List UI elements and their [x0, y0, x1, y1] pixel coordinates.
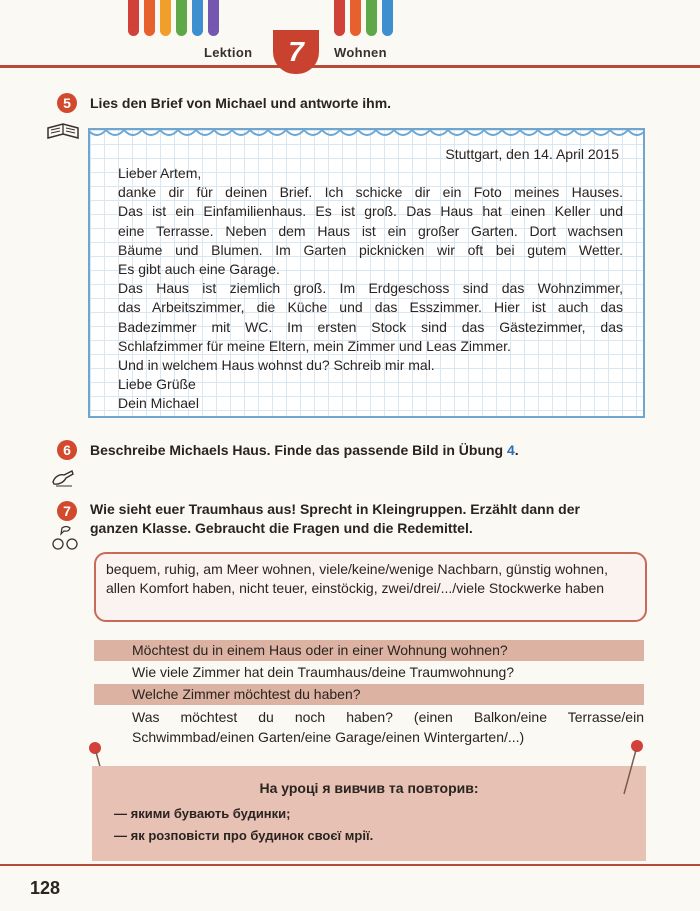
exercise-5-instruction: Lies den Brief von Michael und antworte ihm.: [90, 95, 392, 111]
writing-hand-icon: [50, 466, 76, 488]
right-pin-icon: [618, 738, 646, 798]
lektion-label: Lektion: [204, 45, 253, 60]
header-stripe: [144, 0, 155, 36]
letter-date: Stuttgart, den 14. April 2015: [445, 146, 619, 162]
question-row: Möchtest du in einem Haus oder in einer Wohnung wohnen?: [94, 640, 644, 661]
header-rule: [0, 65, 700, 68]
letter-line: Liebe Grüße: [118, 376, 196, 393]
exercise-7-phrases-box: bequem, ruhig, am Meer wohnen, viele/keine/wenige Nachbarn, günstig wohnen, allen Komfort haben, nicht teuer, einstöckig, zwei/drei/.../viele Stockwerke haben: [94, 552, 647, 622]
exercise-7-number: 7: [57, 501, 77, 521]
header-stripe: [208, 0, 219, 36]
letter-line: das Arbeitszimmer, die Küche und das Esszimmer. Hier ist auch das: [118, 299, 623, 316]
letter-line: Das ist ein Einfamilienhaus. Es ist groß. Das Haus hat einen Keller und: [118, 203, 623, 220]
letter-line: Das Haus ist ziemlich groß. Im Erdgeschoss sind das Wohnzimmer,: [118, 280, 623, 297]
header-stripe: [366, 0, 377, 36]
letter-line: Es gibt auch eine Garage.: [118, 261, 280, 278]
letter-body: [118, 164, 623, 414]
footer-rule: [0, 864, 700, 866]
header-stripe: [350, 0, 361, 36]
letter-line: danke dir für deinen Brief. Ich schicke dir ein Foto meines Hauses.: [118, 184, 623, 201]
summary-note: [92, 766, 646, 861]
open-book-icon: [46, 122, 80, 142]
exercise-6-reference: 4: [507, 442, 515, 458]
summary-item: — якими бувають будинки;: [114, 806, 291, 821]
exercise-6-instruction: [90, 440, 519, 460]
exercise-5-number: 5: [57, 93, 77, 113]
header-stripe: [334, 0, 345, 36]
summary-item: — як розповісти про будинок своєї мрії.: [114, 828, 374, 843]
question-row: Wie viele Zimmer hat dein Traumhaus/deine Traumwohnung?: [132, 664, 515, 680]
letter-line: Schlafzimmer für meine Eltern, mein Zimmer und Leas Zimmer.: [118, 337, 511, 354]
header-stripe: [192, 0, 203, 36]
lektion-topic: Wohnen: [334, 45, 387, 60]
page-number: 128: [30, 878, 61, 898]
exercise-6-instruction-end: .: [514, 442, 519, 458]
exercise-7-instruction-line2: ganzen Klasse. Gebraucht die Fragen und die Redemittel.: [90, 520, 473, 536]
lektion-number-badge: 7: [273, 30, 319, 74]
letter-line: Dein Michael: [118, 395, 199, 412]
exercise-6-instruction-text: Beschreibe Michaels Haus. Finde das passende Bild in Übung: [90, 442, 507, 458]
header-stripe: [176, 0, 187, 36]
exercise-6-number: 6: [57, 440, 77, 460]
question-row: Welche Zimmer möchtest du haben?: [94, 684, 644, 705]
header-stripe: [160, 0, 171, 36]
group-talk-icon: [48, 524, 82, 554]
header-stripe: [128, 0, 139, 36]
letter-line: Bäume und Blumen. Im Garten picknicken wir oft bei gutem Wetter.: [118, 241, 623, 258]
exercise-7-instruction-line1: Wie sieht euer Traumhaus aus! Sprecht in Kleingruppen. Erzählt dann der: [90, 501, 580, 517]
letter-line: eine Terrasse. Neben dem Haus ist ein großer Garten. Dort wachsen: [118, 222, 623, 239]
summary-title: На уроці я вивчив та повторив:: [259, 780, 479, 796]
letter-line: Badezimmer mit WC. Im ersten Stock sind das Gästezimmer, das: [118, 318, 623, 335]
letter-wavy-edge: [88, 128, 645, 142]
letter-card: [88, 128, 645, 418]
question-row: Was möchtest du noch haben? (einen Balkon/eine Terrasse/ein Schwimmbad/einen Garten/eine Garage/einen Wintergarten/...): [132, 709, 644, 745]
letter-line: Und in welchem Haus wohnst du? Schreib mir mal.: [118, 357, 435, 374]
letter-line: Lieber Artem,: [118, 165, 202, 181]
header-stripe: [382, 0, 393, 36]
